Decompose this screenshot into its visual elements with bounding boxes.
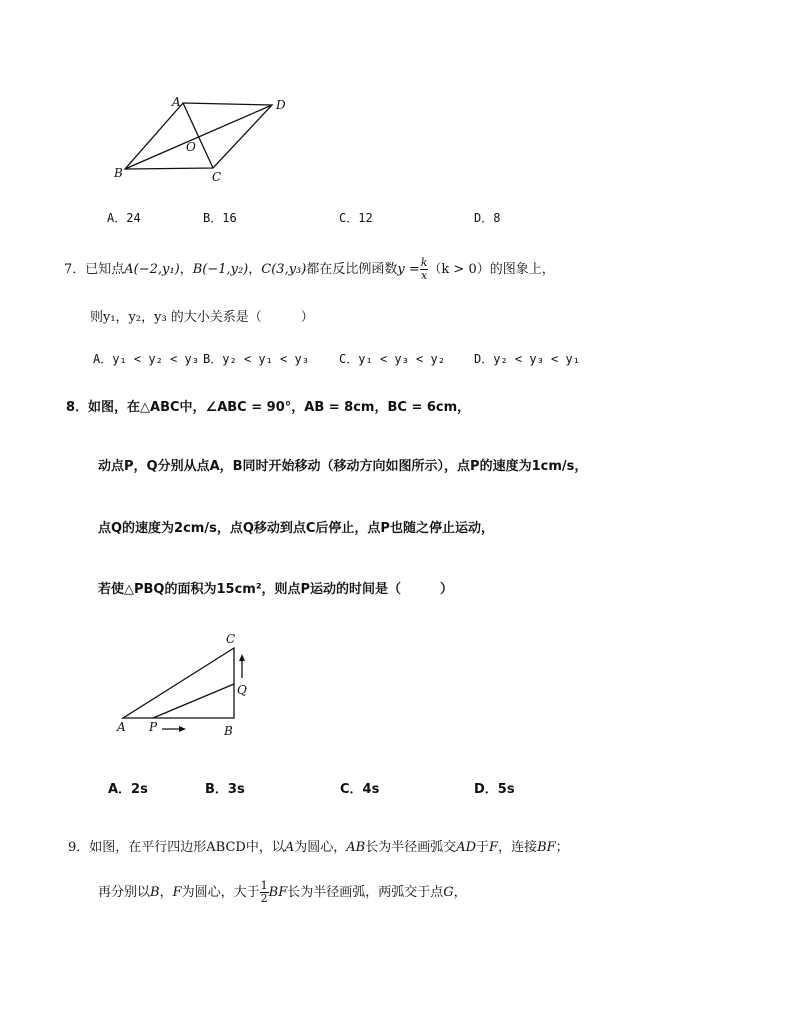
q9-var-bf: BF	[537, 840, 556, 855]
segment-pq	[153, 684, 234, 718]
label-q: Q	[237, 683, 247, 697]
q7-point-b: B(−1,y₂)	[192, 262, 249, 277]
q9-text-k: ；	[555, 840, 569, 855]
q9-var-ad: AD	[456, 840, 477, 855]
q7-option-b[interactable]: B．y₂ < y₁ < y₃	[203, 352, 309, 366]
q7-frac-num: k	[420, 256, 428, 269]
q7-option-a[interactable]: A．y₁ < y₂ < y₃	[93, 352, 199, 366]
q7-point-c: C(3,y₃)	[261, 262, 307, 277]
q8-line3: 点Q的速度为2cm/s，点Q移动到点C后停止，点P也随之停止运动，	[98, 521, 494, 536]
q8-option-a[interactable]: A．2s	[108, 782, 148, 797]
label-b: B	[114, 166, 123, 180]
label-b2: B	[224, 724, 233, 738]
diagonal-ac	[183, 103, 213, 168]
q7-condition: （k > 0）	[428, 262, 490, 277]
q9-l2-var-f: F	[172, 885, 182, 900]
q9-text-c: 为圆心，	[294, 840, 347, 855]
arrow-p-head	[179, 726, 186, 732]
q8-option-c[interactable]: C．4s	[340, 782, 380, 797]
q7-number: 7．	[64, 262, 86, 277]
label-o: O	[186, 140, 196, 154]
q6-option-a[interactable]: A．24	[107, 211, 141, 225]
q9-l2-var-g: G	[443, 885, 454, 900]
label-c2: C	[226, 632, 236, 646]
q7-line1: 7．已知点A(−2,y₁)，B(−1,y₂)，C(3,y₃)都在反比例函数y = $\frac{k}{x}$ （k > 0）的图象上，	[64, 256, 555, 282]
q6-option-d[interactable]: D．8	[474, 211, 501, 225]
label-c: C	[212, 170, 222, 184]
q9-text-e: 长为半径画弧交	[365, 840, 457, 855]
triangle-figure	[110, 630, 270, 740]
q9-l2-text-a: 再分别以	[98, 885, 151, 900]
q9-line2	[98, 880, 467, 905]
q9-half-fraction	[260, 880, 269, 905]
q9-number: 9．	[68, 840, 90, 855]
q9-l2-text-c: ，	[159, 885, 173, 900]
diagonal-bd	[125, 105, 272, 169]
q8-option-b[interactable]: B．3s	[205, 782, 245, 797]
q9-half-num: 1	[260, 879, 268, 892]
q9-var-f: F	[489, 840, 499, 855]
q8-line4: 若使△PBQ的面积为15cm²，则点P运动的时间是（ ）	[98, 582, 454, 597]
q7-text-suffix: 的图象上，	[489, 262, 555, 277]
q7-frac-den: x	[420, 269, 428, 282]
q8-line1: 8．如图，在△ABC中，∠ABC = 90°，AB = 8cm，BC = 6cm，	[66, 400, 471, 415]
q7-point-a: A(−2,y₁)	[124, 262, 180, 277]
q7-line2: 则y₁，y₂，y₃ 的大小关系是（ ）	[90, 310, 314, 325]
q7-mid: 都在反比例函数	[306, 262, 398, 277]
rhombus-figure	[100, 90, 300, 190]
q9-half-den: 2	[260, 892, 268, 905]
label-a2: A	[117, 720, 126, 734]
label-d: D	[276, 98, 286, 112]
q7-option-c[interactable]: C．y₁ < y₃ < y₂	[339, 352, 445, 366]
q7-option-d[interactable]: D．y₂ < y₃ < y₁	[474, 352, 580, 366]
q9-l2-text-e: 为圆心，大于	[181, 885, 260, 900]
label-p: P	[149, 720, 158, 734]
q9-l2-text-i: ，	[453, 885, 467, 900]
q9-l2-var-bf: BF	[268, 885, 288, 900]
q7-text-prefix: 已知点	[85, 262, 125, 277]
q9-var-a: A	[284, 840, 295, 855]
q8-option-d[interactable]: D．5s	[474, 782, 515, 797]
arrow-q-head	[239, 654, 245, 661]
q9-l2-text-g: 长为半径画弧，两弧交于点	[287, 885, 444, 900]
q8-line2: 动点P，Q分别从点A，B同时开始移动（移动方向如图所示），点P的速度为1cm/s，	[98, 459, 588, 474]
q6-option-b[interactable]: B．16	[203, 211, 237, 225]
q9-line1	[68, 836, 569, 855]
q9-l2-var-b: B	[150, 885, 160, 900]
q7-func-lhs: y =	[397, 262, 420, 277]
label-a: A	[172, 95, 181, 109]
q6-option-c[interactable]: C．12	[339, 211, 373, 225]
q9-text-i: ，连接	[498, 840, 538, 855]
q9-text-a: 如图，在平行四边形ABCD中，以	[89, 840, 285, 855]
q9-var-ab: AB	[346, 840, 366, 855]
q9-text-g: 于	[476, 840, 490, 855]
